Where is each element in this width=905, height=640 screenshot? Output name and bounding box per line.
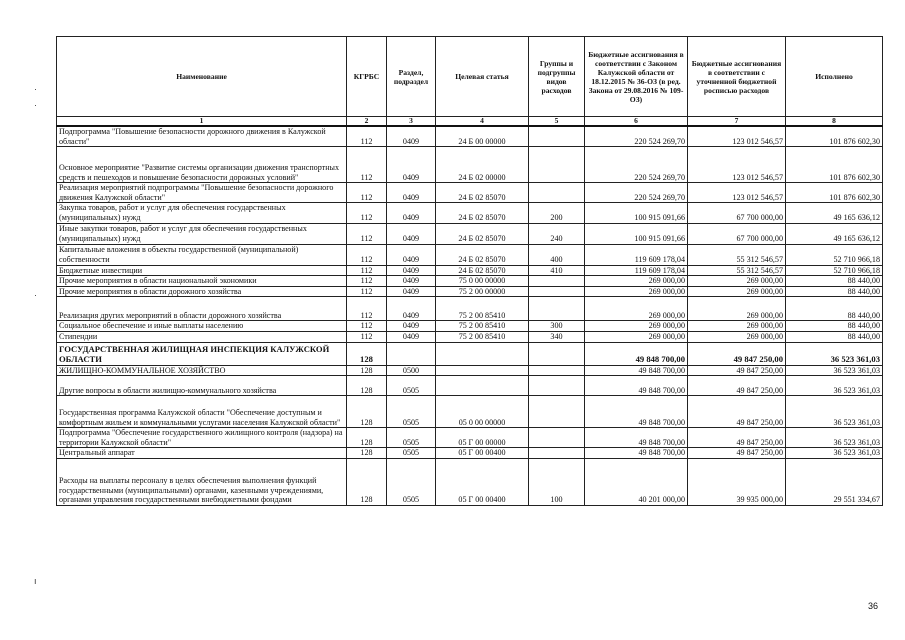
row-budget-law: 49 848 700,00 [585, 365, 688, 376]
margin-mark: · [34, 100, 37, 110]
row-budget-law: 49 848 700,00 [585, 376, 688, 396]
row-name: Расходы на выплаты персоналу в целях обеспечения выполнения функций государственными (муниципальными) органами, казенными учреждениями, органами управления государственными внебюджетными фондами [57, 458, 347, 505]
row-budget-law: 40 201 000,00 [585, 458, 688, 505]
row-kgrbs: 112 [347, 223, 387, 244]
row-section: 0409 [387, 265, 436, 276]
row-name: Подпрограмма "Обеспечение государственного жилищного контроля (надзора) на территории Калужской области" [57, 428, 347, 448]
row-budget-law: 49 848 700,00 [585, 448, 688, 459]
row-target: 75 2 00 85410 [436, 297, 529, 321]
row-group: 400 [529, 244, 585, 265]
row-executed: 36 523 361,03 [786, 365, 883, 376]
row-kgrbs: 112 [347, 126, 387, 147]
row-budget-law: 269 000,00 [585, 321, 688, 332]
row-executed: 36 523 361,03 [786, 396, 883, 428]
row-executed: 101 876 602,30 [786, 147, 883, 183]
row-name: Другие вопросы в области жилищно-коммунального хозяйства [57, 376, 347, 396]
row-name: ГОСУДАРСТВЕННАЯ ЖИЛИЩНАЯ ИНСПЕКЦИЯ КАЛУЖСКОЙ ОБЛАСТИ [57, 342, 347, 365]
row-group [529, 342, 585, 365]
row-name: Основное мероприятие "Развитие системы организации движения транспортных средств и пешеходов и повышение безопасности дорожных условий" [57, 147, 347, 183]
colnum: 7 [688, 117, 786, 127]
row-section [387, 342, 436, 365]
margin-mark: ı [34, 576, 37, 586]
page-number: 36 [867, 601, 878, 611]
row-section: 0505 [387, 448, 436, 459]
table-row [57, 428, 883, 448]
row-budget-plan: 123 012 546,57 [688, 183, 786, 203]
row-group: 300 [529, 321, 585, 332]
table-row [57, 286, 883, 297]
table-row [57, 265, 883, 276]
row-kgrbs: 128 [347, 342, 387, 365]
row-kgrbs: 112 [347, 265, 387, 276]
colnum: 6 [585, 117, 688, 127]
row-section: 0505 [387, 458, 436, 505]
header-executed: Исполнено [786, 37, 883, 117]
row-kgrbs: 112 [347, 331, 387, 342]
row-target: 75 2 00 00000 [436, 286, 529, 297]
table-row [57, 297, 883, 321]
row-budget-plan: 49 847 250,00 [688, 396, 786, 428]
row-kgrbs: 128 [347, 396, 387, 428]
row-section: 0409 [387, 331, 436, 342]
row-group [529, 286, 585, 297]
row-executed: 52 710 966,18 [786, 244, 883, 265]
row-section: 0505 [387, 428, 436, 448]
row-budget-plan: 49 847 250,00 [688, 376, 786, 396]
row-section: 0409 [387, 286, 436, 297]
row-group [529, 126, 585, 147]
row-executed: 52 710 966,18 [786, 265, 883, 276]
table-row [57, 396, 883, 428]
table-row [57, 448, 883, 459]
row-kgrbs: 112 [347, 183, 387, 203]
row-budget-law: 220 524 269,70 [585, 126, 688, 147]
row-target [436, 342, 529, 365]
row-name: Бюджетные инвестиции [57, 265, 347, 276]
row-target: 24 Б 02 85070 [436, 223, 529, 244]
table-row [57, 203, 883, 223]
table-row [57, 223, 883, 244]
row-budget-law: 269 000,00 [585, 331, 688, 342]
row-kgrbs: 128 [347, 448, 387, 459]
row-kgrbs: 128 [347, 428, 387, 448]
row-kgrbs: 112 [347, 147, 387, 183]
row-group: 340 [529, 331, 585, 342]
row-executed: 36 523 361,03 [786, 376, 883, 396]
row-group: 410 [529, 265, 585, 276]
header-kgrbs: КГРБС [347, 37, 387, 117]
row-executed: 88 440,00 [786, 331, 883, 342]
row-budget-plan: 55 312 546,57 [688, 244, 786, 265]
row-executed: 88 440,00 [786, 321, 883, 332]
row-name: Закупка товаров, работ и услуг для обеспечения государственных (муниципальных) нужд [57, 203, 347, 223]
row-budget-law: 49 848 700,00 [585, 342, 688, 365]
row-kgrbs: 112 [347, 297, 387, 321]
row-name: Государственная программа Калужской области "Обеспечение доступным и комфортным жильем и коммунальными услугами населения Калужской области" [57, 396, 347, 428]
row-group [529, 276, 585, 287]
row-kgrbs: 112 [347, 244, 387, 265]
colnum: 2 [347, 117, 387, 127]
row-executed: 88 440,00 [786, 276, 883, 287]
row-executed: 101 876 602,30 [786, 126, 883, 147]
colnum: 5 [529, 117, 585, 127]
table-row [57, 458, 883, 505]
row-kgrbs: 112 [347, 321, 387, 332]
row-target: 24 Б 02 85070 [436, 244, 529, 265]
row-section: 0409 [387, 223, 436, 244]
row-budget-law: 49 848 700,00 [585, 428, 688, 448]
row-budget-law: 220 524 269,70 [585, 183, 688, 203]
row-target: 05 0 00 00000 [436, 396, 529, 428]
row-executed: 36 523 361,03 [786, 448, 883, 459]
header-budget-law: Бюджетные ассигнования в соответствии с Законом Калужской области от 18.12.2015 № 36-ОЗ (в ред. Закона от 29.08.2016 № 109-ОЗ) [585, 37, 688, 117]
row-budget-plan: 55 312 546,57 [688, 265, 786, 276]
row-target: 24 Б 00 00000 [436, 126, 529, 147]
row-executed: 29 551 334,67 [786, 458, 883, 505]
table-row [57, 147, 883, 183]
row-target [436, 376, 529, 396]
row-budget-law: 100 915 091,66 [585, 203, 688, 223]
row-group [529, 428, 585, 448]
row-name: Подпрограмма "Повышение безопасности дорожного движения в Калужской области" [57, 126, 347, 147]
row-executed: 88 440,00 [786, 286, 883, 297]
row-budget-plan: 269 000,00 [688, 331, 786, 342]
table-row [57, 244, 883, 265]
row-name: Капитальные вложения в объекты государственной (муниципальной) собственности [57, 244, 347, 265]
row-budget-plan: 49 847 250,00 [688, 448, 786, 459]
row-target: 24 Б 02 85070 [436, 183, 529, 203]
row-kgrbs: 112 [347, 276, 387, 287]
table-row [57, 321, 883, 332]
row-budget-law: 269 000,00 [585, 297, 688, 321]
table-body [57, 126, 883, 505]
row-budget-plan: 269 000,00 [688, 297, 786, 321]
row-budget-plan: 269 000,00 [688, 286, 786, 297]
row-kgrbs: 112 [347, 286, 387, 297]
row-budget-plan: 123 012 546,57 [688, 126, 786, 147]
row-section: 0409 [387, 126, 436, 147]
row-target: 05 Г 00 00000 [436, 428, 529, 448]
header-target: Целевая статья [436, 37, 529, 117]
row-budget-law: 269 000,00 [585, 276, 688, 287]
margin-mark: · [34, 290, 37, 300]
table-row [57, 342, 883, 365]
row-budget-plan: 49 847 250,00 [688, 365, 786, 376]
colnum: 4 [436, 117, 529, 127]
row-executed: 36 523 361,03 [786, 428, 883, 448]
row-kgrbs: 128 [347, 458, 387, 505]
row-budget-plan: 269 000,00 [688, 321, 786, 332]
row-budget-plan: 67 700 000,00 [688, 223, 786, 244]
row-budget-plan: 67 700 000,00 [688, 203, 786, 223]
table-row [57, 331, 883, 342]
row-budget-law: 119 609 178,04 [585, 244, 688, 265]
row-budget-plan: 49 847 250,00 [688, 342, 786, 365]
row-name: Иные закупки товаров, работ и услуг для обеспечения государственных (муниципальных) нужд [57, 223, 347, 244]
row-kgrbs: 128 [347, 376, 387, 396]
row-target: 24 Б 02 85070 [436, 265, 529, 276]
row-name: Прочие мероприятия в области национальной экономики [57, 276, 347, 287]
table-row [57, 126, 883, 147]
row-target: 24 Б 02 00000 [436, 147, 529, 183]
row-executed: 101 876 602,30 [786, 183, 883, 203]
row-group: 200 [529, 203, 585, 223]
row-section: 0409 [387, 297, 436, 321]
row-target: 05 Г 00 00400 [436, 448, 529, 459]
row-section: 0505 [387, 376, 436, 396]
row-name: Реализация мероприятий подпрограммы "Повышение безопасности дорожного движения Калужской области" [57, 183, 347, 203]
colnum: 8 [786, 117, 883, 127]
row-name: Прочие мероприятия в области дорожного хозяйства [57, 286, 347, 297]
row-group [529, 396, 585, 428]
row-name: Социальное обеспечение и иные выплаты населению [57, 321, 347, 332]
row-target: 75 2 00 85410 [436, 331, 529, 342]
row-name: Стипендии [57, 331, 347, 342]
row-group [529, 147, 585, 183]
row-budget-plan: 49 847 250,00 [688, 428, 786, 448]
row-target: 05 Г 00 00400 [436, 458, 529, 505]
margin-mark: · [34, 84, 37, 94]
row-budget-plan: 123 012 546,57 [688, 147, 786, 183]
row-budget-law: 269 000,00 [585, 286, 688, 297]
row-section: 0505 [387, 396, 436, 428]
row-group: 100 [529, 458, 585, 505]
row-target: 75 0 00 00000 [436, 276, 529, 287]
row-section: 0409 [387, 244, 436, 265]
budget-table [56, 36, 883, 506]
row-name: Центральный аппарат [57, 448, 347, 459]
header-name: Наименование [57, 37, 347, 117]
row-kgrbs: 112 [347, 203, 387, 223]
colnum: 3 [387, 117, 436, 127]
row-target: 75 2 00 85410 [436, 321, 529, 332]
row-executed: 49 165 636,12 [786, 223, 883, 244]
row-section: 0500 [387, 365, 436, 376]
row-section: 0409 [387, 276, 436, 287]
row-target: 24 Б 02 85070 [436, 203, 529, 223]
row-group [529, 448, 585, 459]
row-budget-plan: 39 935 000,00 [688, 458, 786, 505]
row-kgrbs: 128 [347, 365, 387, 376]
table-header [57, 37, 883, 127]
row-budget-law: 49 848 700,00 [585, 396, 688, 428]
header-section: Раздел, подраздел [387, 37, 436, 117]
header-budget-plan: Бюджетные ассигнования в соответствии с уточненной бюджетной росписью расходов [688, 37, 786, 117]
row-group [529, 297, 585, 321]
table-row [57, 276, 883, 287]
row-budget-law: 220 524 269,70 [585, 147, 688, 183]
row-executed: 49 165 636,12 [786, 203, 883, 223]
row-group: 240 [529, 223, 585, 244]
row-target [436, 365, 529, 376]
row-executed: 36 523 361,03 [786, 342, 883, 365]
table-row [57, 183, 883, 203]
row-name: Реализация других мероприятий в области дорожного хозяйства [57, 297, 347, 321]
row-budget-law: 100 915 091,66 [585, 223, 688, 244]
header-groups: Группы и подгруппы видов расходов [529, 37, 585, 117]
row-section: 0409 [387, 183, 436, 203]
row-group [529, 183, 585, 203]
table-row [57, 365, 883, 376]
row-section: 0409 [387, 203, 436, 223]
row-executed: 88 440,00 [786, 297, 883, 321]
row-group [529, 376, 585, 396]
row-name: ЖИЛИЩНО-КОММУНАЛЬНОЕ ХОЗЯЙСТВО [57, 365, 347, 376]
colnum: 1 [57, 117, 347, 127]
row-section: 0409 [387, 321, 436, 332]
table-row [57, 376, 883, 396]
row-section: 0409 [387, 147, 436, 183]
row-budget-plan: 269 000,00 [688, 276, 786, 287]
row-budget-law: 119 609 178,04 [585, 265, 688, 276]
row-group [529, 365, 585, 376]
